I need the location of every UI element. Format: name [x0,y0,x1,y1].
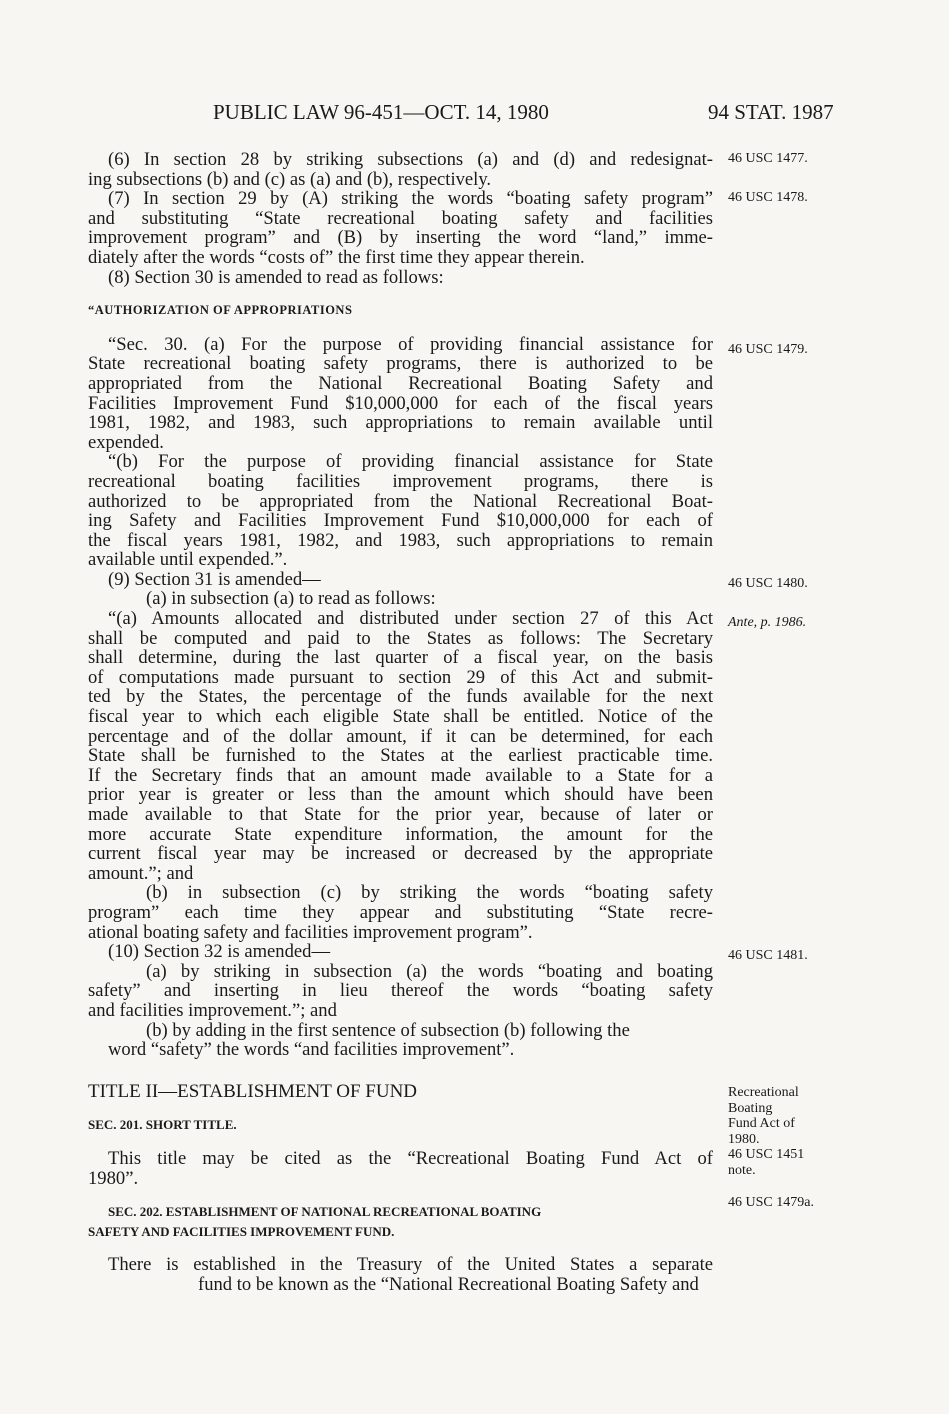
paragraph [88,1040,713,1060]
text-line: SAFETY AND FACILITIES IMPROVEMENT FUND. [88,1223,395,1239]
text-line: fiscal year to which each eligible State shall be entitled. Notice of the [88,706,713,728]
text-line: 1981, 1982, and 1983, such appropriations to remain available until [88,412,713,434]
text-line: recreational boating facilities improvement programs, there is [88,470,713,492]
body-text [88,150,713,1294]
margin-note: Ante, p. 1986. [728,615,807,630]
margin-note: 46 USC 1479. [728,342,808,357]
paragraph [88,942,713,962]
text-line: (b) in subsection (c) by striking the words “boating safety [146,882,713,904]
text-line: (a) in subsection (a) to read as follows: [146,588,436,610]
text-line: expended. [88,431,164,453]
text-line: ing Safety and Facilities Improvement Fund $10,000,000 for each of [88,510,713,532]
text-line: and facilities improvement.”; and [88,999,337,1021]
spacer [88,1060,713,1082]
paragraph [88,452,713,570]
spacer [88,1188,713,1202]
text-line: amount.”; and [88,862,194,884]
text-line: safety” and inserting in lieu thereof the words “boating safety [88,980,713,1002]
paragraph [88,1115,713,1135]
text-line: “Sec. 30. (a) For the purpose of providing financial assistance for [108,333,713,355]
text-line: and substituting “State recreational boating safety and facilities [88,207,713,229]
text-line: available until expended.”. [88,549,288,571]
text-line: 1980”. [88,1167,139,1189]
spacer [88,1135,713,1149]
text-line: “(a) Amounts allocated and distributed under section 27 of this Act [108,608,713,630]
text-line: current fiscal year may be increased or decreased by the appropriate [88,843,713,865]
text-line: ted by the States, the percentage of the funds available for the next [88,686,713,708]
paragraph [88,1082,713,1102]
paragraph [88,570,713,590]
text-line: If the Secretary finds that an amount made available to a State for a [88,764,713,786]
text-line: program” each time they appear and substituting “State recre- [88,901,713,923]
text-line: SEC. 202. ESTABLISHMENT OF NATIONAL RECREATIONAL BOATING [108,1204,542,1220]
text-line: (8) Section 30 is amended to read as follows: [108,266,444,288]
paragraph [88,589,713,609]
text-line: the fiscal years 1981, 1982, and 1983, such appropriations to remain [88,529,713,551]
running-header-title: PUBLIC LAW 96-451—OCT. 14, 1980 [213,100,549,124]
text-line: State recreational boating safety programs, there is authorized to be [88,353,713,375]
margin-note: 46 USC 1477. [728,151,808,166]
text-line: SEC. 201. SHORT TITLE. [88,1117,237,1133]
text-line: prior year is greater or less than the amount which should have been [88,784,713,806]
text-line: (6) In section 28 by striking subsections (a) and (d) and redesignat- [108,149,713,170]
paragraph [88,1149,713,1188]
paragraph [88,962,713,1040]
text-line: ational boating safety and facilities improvement program”. [88,921,533,943]
spacer [88,1101,713,1115]
page-number: 94 STAT. 1987 [708,100,834,124]
paragraph [88,189,713,267]
text-line: (10) Section 32 is amended— [108,941,331,963]
margin-note: 46 USC 1480. [728,576,808,591]
margin-note: 46 USC 1481. [728,948,808,963]
spacer [88,321,713,335]
text-line: “(b) For the purpose of providing financial assistance for State [108,451,713,473]
text-line: There is established in the Treasury of the United States a separate [108,1254,713,1276]
paragraph [88,335,713,453]
text-line: This title may be cited as the “Recreational Boating Fund Act of [108,1147,713,1169]
text-line: (9) Section 31 is amended— [108,568,321,590]
paragraph [88,1255,713,1294]
text-line: made available to that State for the prior year, because of later or [88,804,713,825]
spacer [88,287,713,301]
text-line: diately after the words “costs of” the first time they appear therein. [88,246,585,268]
text-line: (b) by adding in the first sentence of subsection (b) following the [146,1019,630,1041]
text-line: (a) by striking in subsection (a) the words “boating and boating [146,960,713,982]
text-line: ing subsections (b) and (c) as (a) and (b), respectively. [88,168,492,190]
paragraph [88,1202,713,1241]
margin-note-short-title: Recreational Boating Fund Act of 1980. 46 USC 1451 note. [728,1085,805,1178]
text-line: State shall be furnished to the States at the earliest practicable time. [88,745,713,767]
text-line: authorized to be appropriated from the National Recreational Boat- [88,490,713,512]
text-line: shall be computed and paid to the States as follows: The Secretary [88,627,713,649]
text-line: word “safety” the words “and facilities improvement”. [108,1039,515,1061]
text-line: shall determine, during the last quarter of a fiscal year, on the basis [88,647,713,669]
paragraph [88,268,713,288]
paragraph [88,301,713,321]
text-line: more accurate State expenditure information, the amount for the [88,823,713,845]
text-line: appropriated from the National Recreational Boating Safety and [88,372,713,394]
text-line: of computations made pursuant to section 29 of this Act and submit- [88,666,713,688]
text-line: fund to be known as the “National Recreational Boating Safety and [198,1273,699,1295]
text-line: Facilities Improvement Fund $10,000,000 for each of the fiscal years [88,392,713,414]
paragraph [88,150,713,189]
text-line: (7) In section 29 by (A) striking the words “boating safety program” [108,188,713,210]
spacer [88,1241,713,1255]
margin-note: 46 USC 1479a. [728,1195,814,1210]
text-line: TITLE II—ESTABLISHMENT OF FUND [88,1080,418,1102]
text-line: percentage and of the dollar amount, if it can be determined, for each [88,725,713,747]
paragraph [88,609,713,883]
text-line: “AUTHORIZATION OF APPROPRIATIONS [88,303,353,318]
text-line: improvement program” and (B) by inserting the word “land,” imme- [88,227,713,249]
paragraph [88,883,713,942]
margin-note: 46 USC 1478. [728,190,808,205]
